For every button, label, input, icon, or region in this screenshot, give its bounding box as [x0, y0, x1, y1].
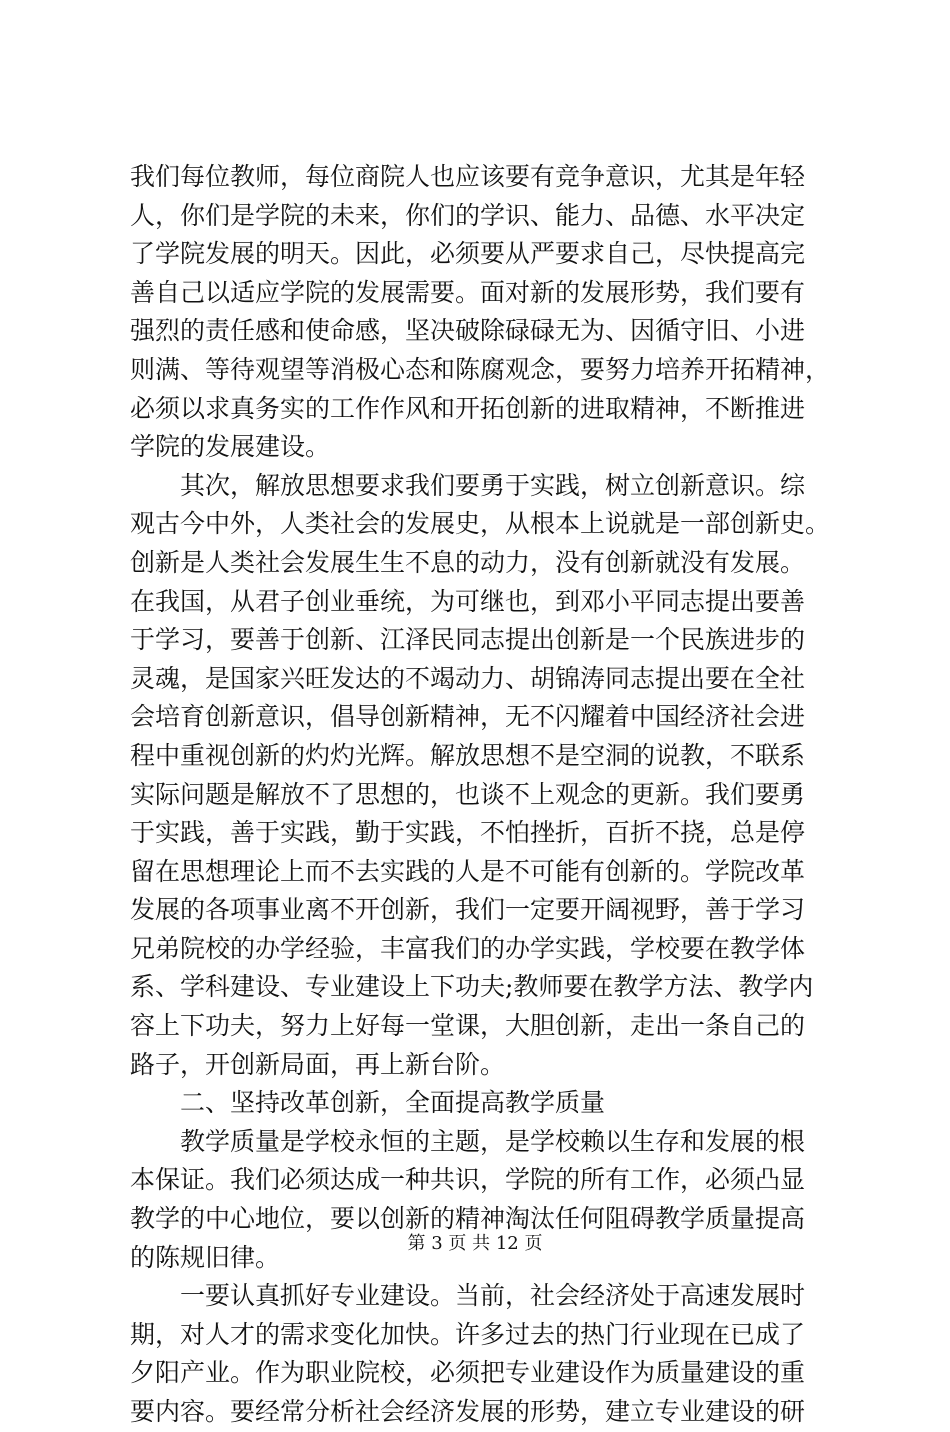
text-line: 创新是人类社会发展生生不息的动力，没有创新就没有发展。: [130, 547, 806, 577]
text-line: 学院的发展建设。: [130, 432, 331, 462]
text-line: 于实践，善于实践，勤于实践，不怕挫折，百折不挠，总是停: [130, 818, 806, 848]
text-line: 一要认真抓好专业建设。当前，社会经济处于高速发展时: [180, 1281, 806, 1311]
text-line: 观古今中外，人类社会的发展史，从根本上说就是一部创新史。: [130, 509, 831, 539]
text-line: 实际问题是解放不了思想的，也谈不上观念的更新。我们要勇: [130, 779, 806, 809]
text-line: 必须以求真务实的工作作风和开拓创新的进取精神，不断推进: [130, 393, 806, 423]
text-line: 夕阳产业。作为职业院校，必须把专业建设作为质量建设的重: [130, 1358, 806, 1388]
text-line: 在我国，从君子创业垂统，为可继也，到邓小平同志提出要善: [130, 586, 806, 616]
text-line: 于学习，要善于创新、江泽民同志提出创新是一个民族进步的: [130, 625, 806, 655]
text-line: 教学质量是学校永恒的主题，是学校赖以生存和发展的根: [180, 1126, 806, 1156]
text-line: 要内容。要经常分析社会经济发展的形势，建立专业建设的研: [130, 1397, 806, 1426]
text-line: 系、学科建设、专业建设上下功夫;教师要在教学方法、教学内: [130, 972, 814, 1002]
text-line: 则满、等待观望等消极心态和陈腐观念，要努力培养开拓精神，: [130, 354, 831, 384]
text-line: 二、坚持改革创新，全面提高教学质量: [180, 1088, 606, 1118]
text-line: 兄弟院校的办学经验，丰富我们的办学实践，学校要在教学体: [130, 933, 806, 963]
text-line: 善自己以适应学院的发展需要。面对新的发展形势，我们要有: [130, 277, 806, 307]
text-line: 我们每位教师，每位商院人也应该要有竞争意识，尤其是年轻: [130, 162, 806, 191]
text-line: 会培育创新意识，倡导创新精神，无不闪耀着中国经济社会进: [130, 702, 806, 732]
text-line: 灵魂，是国家兴旺发达的不竭动力、胡锦涛同志提出要在全社: [130, 663, 806, 693]
text-line: 发展的各项事业离不开创新，我们一定要开阔视野，善于学习: [130, 895, 806, 925]
text-line: 程中重视创新的灼灼光辉。解放思想不是空洞的说教，不联系: [130, 740, 806, 770]
text-line: 容上下功夫，努力上好每一堂课，大胆创新，走出一条自己的: [130, 1011, 806, 1041]
text-line: 期，对人才的需求变化加快。许多过去的热门行业现在已成了: [130, 1319, 806, 1349]
text-line: 留在思想理论上而不去实践的人是不可能有创新的。学院改革: [130, 856, 806, 886]
text-line: 人，你们是学院的未来，你们的学识、能力、品德、水平决定: [130, 200, 806, 230]
text-line: 路子，开创新局面，再上新台阶。: [130, 1049, 506, 1079]
page-number-label: 第 3 页 共 12 页: [407, 1233, 543, 1254]
text-line: 了学院发展的明天。因此，必须要从严要求自己，尽快提高完: [130, 239, 806, 269]
text-line: 其次，解放思想要求我们要勇于实践，树立创新意识。综: [180, 470, 806, 500]
text-line: 教学的中心地位，要以创新的精神淘汰任何阻碍教学质量提高: [130, 1204, 806, 1234]
text-line: 的陈规旧律。: [130, 1242, 281, 1272]
text-line: 强烈的责任感和使命感，坚决破除碌碌无为、因循守旧、小进: [130, 316, 806, 346]
page-footer: [0, 1232, 950, 1256]
text-line: 本保证。我们必须达成一种共识，学院的所有工作，必须凸显: [130, 1165, 806, 1195]
